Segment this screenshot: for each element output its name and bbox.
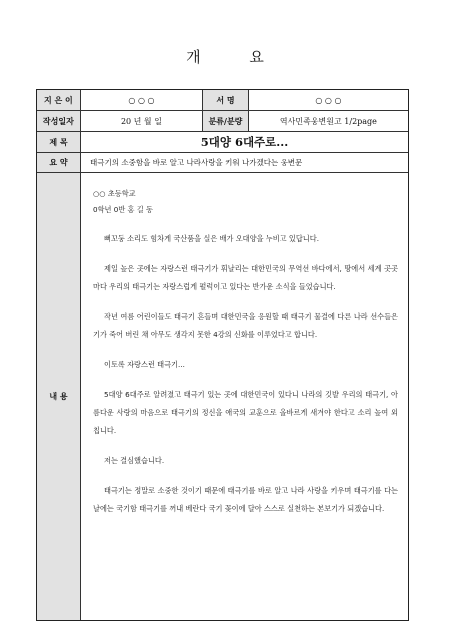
summary-value: 태극기의 소중함을 바로 알고 나라사랑을 키워 나가겠다는 웅변문 [90, 158, 303, 167]
school-name: ○○ 초등학교 [93, 189, 136, 198]
subject-value: 5대양 6대주로... [200, 135, 289, 149]
signature-label: 서 명 [203, 90, 249, 110]
date-label: 작성일자 [37, 111, 81, 131]
paragraph-7: 태극기는 정말로 소중한 것이기 때문에 태극기를 바로 알고 나라 사랑을 키우며 태극기를 다는 날에는 국기함 태극기를 꺼내 베란다 국기 꽂이에 달아 스스로 실천하는 본보기가 되겠습니다. [93, 486, 398, 513]
date-row [37, 111, 408, 132]
category-value: 역사민족웅변원고 1/2page [279, 116, 377, 126]
paragraph-5: 5대양 6대주로 알려졌고 태극기 있는 곳에 대한민국이 있다니 나라의 깃발 우리의 태극기, 아름다운 사랑의 마음으로 태극기의 정신을 애국의 교훈으로 올바르게 새겨야 한다고 소리 높여 외칩니다. [93, 390, 398, 435]
summary-row [37, 153, 408, 173]
page-title: 개 요 [186, 48, 286, 66]
body-label: 내 용 [37, 173, 81, 620]
category-label: 분류/분량 [203, 111, 249, 131]
paragraph-6: 저는 결심했습니다. [104, 456, 165, 465]
paragraph-4: 이토록 자랑스런 태극기... [104, 360, 185, 369]
body-row [37, 173, 408, 620]
summary-label: 요 약 [37, 153, 81, 172]
author-value: ○ ○ ○ [81, 90, 203, 110]
signature-value: ○ ○ ○ [315, 95, 342, 105]
author-label: 지 은 이 [37, 90, 81, 110]
paragraph-1: 뻐꼬둥 소리도 힘차게 국산품을 실은 배가 오대양을 누비고 있답니다. [104, 234, 319, 243]
date-value: 20 년 월 일 [81, 111, 203, 131]
subject-label: 제 목 [37, 132, 81, 152]
essay-form [36, 89, 409, 621]
essay-content [81, 173, 408, 620]
paragraph-2: 제일 높은 곳에는 자랑스런 태극기가 휘날리는 대한민국의 무역선 바다에서, 땅에서 세계 곳곳마다 우리의 태극기는 자랑스럽게 펄럭이고 있다는 반가운 소식을 들었습니다. [93, 264, 398, 291]
author-row [37, 90, 408, 111]
subject-row [37, 132, 408, 153]
paragraph-3: 작년 여름 어린이들도 태극기 흔들며 대한민국을 응원할 때 태극기 물결에 다른 나라 선수들은 기가 죽어 버린 채 아무도 생각지 못한 4강의 신화를 이루었다고 합니다. [93, 312, 398, 339]
student-name: 0학년 0반 홍 길 동 [93, 205, 153, 214]
